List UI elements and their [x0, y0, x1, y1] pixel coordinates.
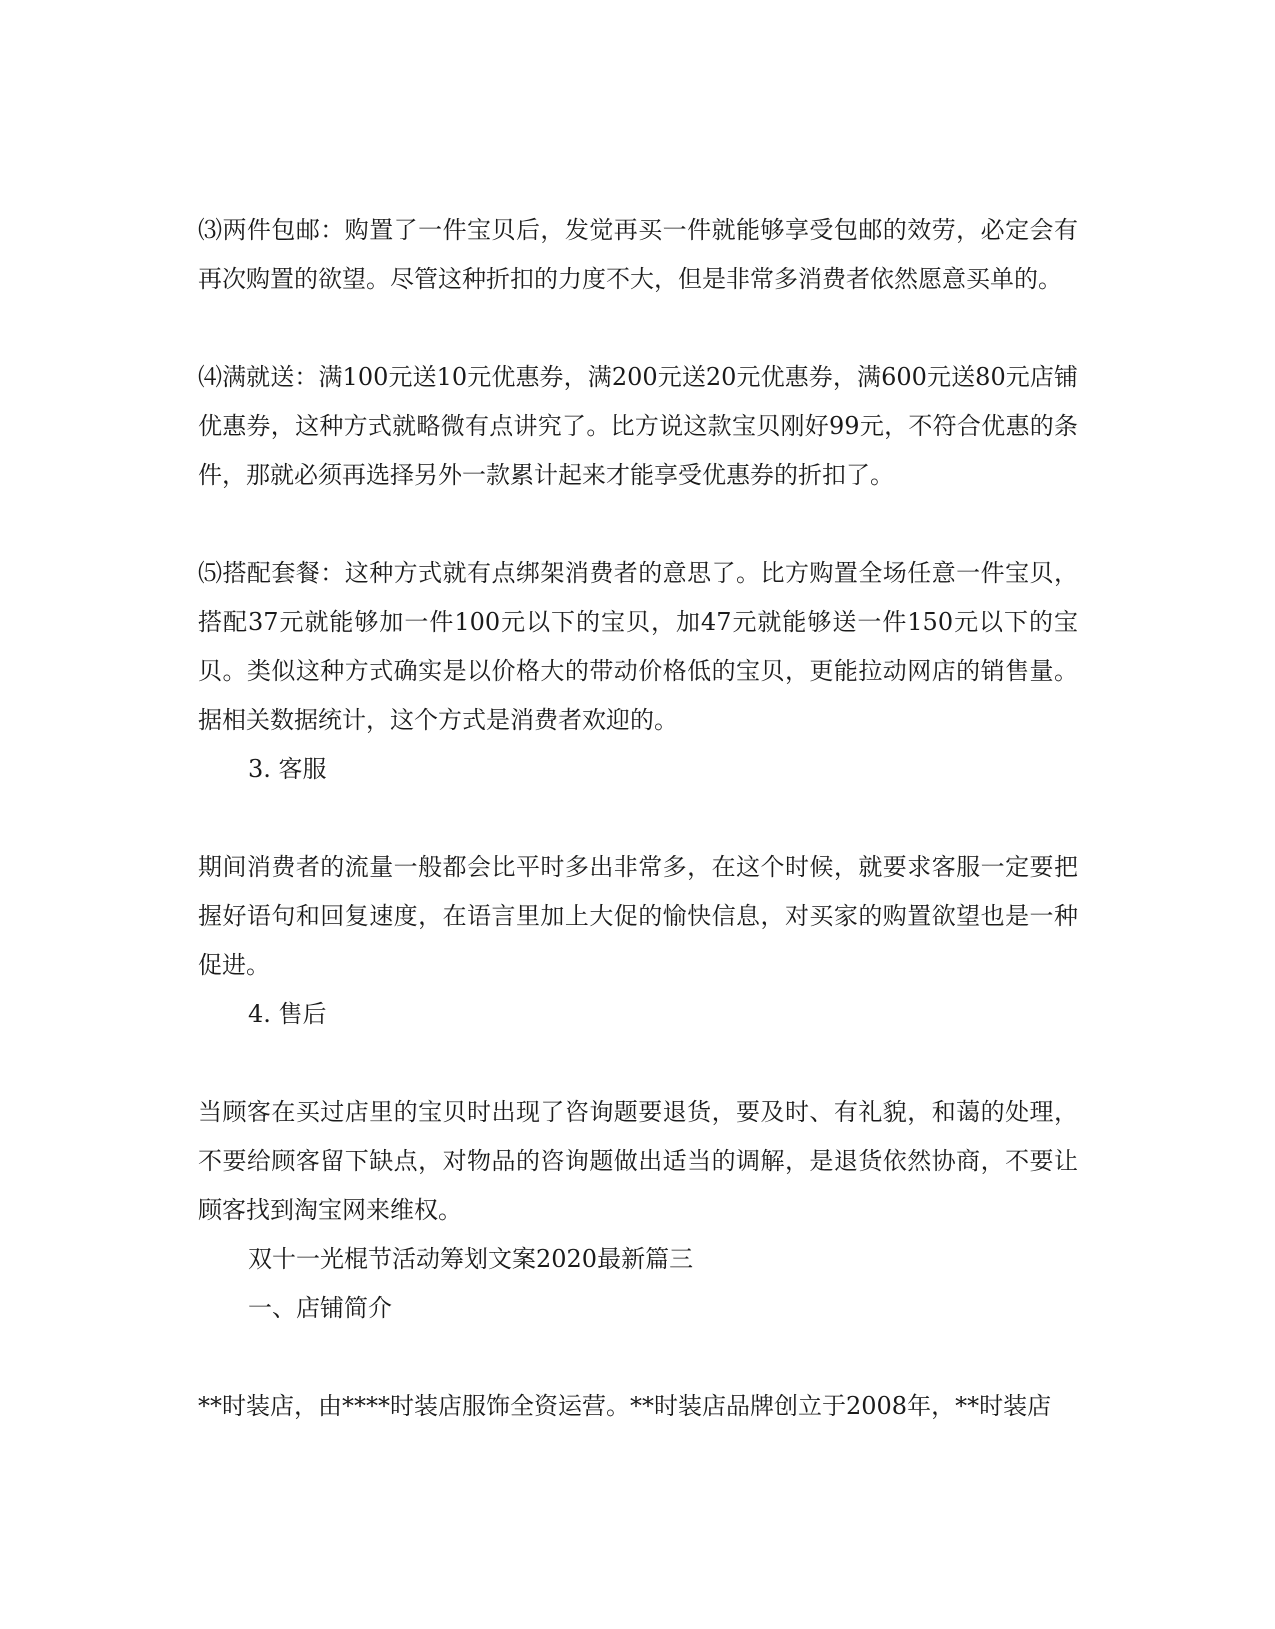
paragraph-spend-and-get: ⑷满就送：满100元送10元优惠券，满200元送20元优惠券，满600元送80元店铺优惠券，这种方式就略微有点讲究了。比方说这款宝贝刚好99元，不符合优惠的条件，那就必须再选择另外一款累计起来才能享受优惠券的折扣了。	[198, 363, 1078, 489]
heading-article-three-title: 双十一光棍节活动筹划文案2020最新篇三	[248, 1245, 694, 1273]
heading-after-sales: 4. 售后	[248, 1000, 327, 1028]
document-body	[198, 206, 1078, 1431]
heading-customer-service: 3. 客服	[248, 755, 327, 783]
heading-store-intro: 一、店铺简介	[248, 1294, 392, 1322]
paragraph-customer-service: 期间消费者的流量一般都会比平时多出非常多，在这个时候，就要求客服一定要把握好语句和回复速度，在语言里加上大促的愉快信息，对买家的购置欲望也是一种促进。	[198, 853, 1078, 979]
paragraph-bundle-package: ⑸搭配套餐：这种方式就有点绑架消费者的意思了。比方购置全场任意一件宝贝，搭配37元就能够加一件100元以下的宝贝，加47元就能够送一件150元以下的宝贝。类似这种方式确实是以价格大的带动价格低的宝贝，更能拉动网店的销售量。据相关数据统计，这个方式是消费者欢迎的。	[198, 559, 1078, 734]
paragraph-store-intro: **时装店，由****时装店服饰全资运营。**时装店品牌创立于2008年，**时装店	[198, 1392, 1052, 1420]
paragraph-after-sales: 当顾客在买过店里的宝贝时出现了咨询题要退货，要及时、有礼貌，和蔼的处理，不要给顾客留下缺点，对物品的咨询题做出适当的调解，是退货依然协商，不要让顾客找到淘宝网来维权。	[198, 1098, 1078, 1224]
paragraph-two-item-free-shipping: ⑶两件包邮：购置了一件宝贝后，发觉再买一件就能够享受包邮的效劳，必定会有再次购置的欲望。尽管这种折扣的力度不大，但是非常多消费者依然愿意买单的。	[198, 216, 1078, 293]
